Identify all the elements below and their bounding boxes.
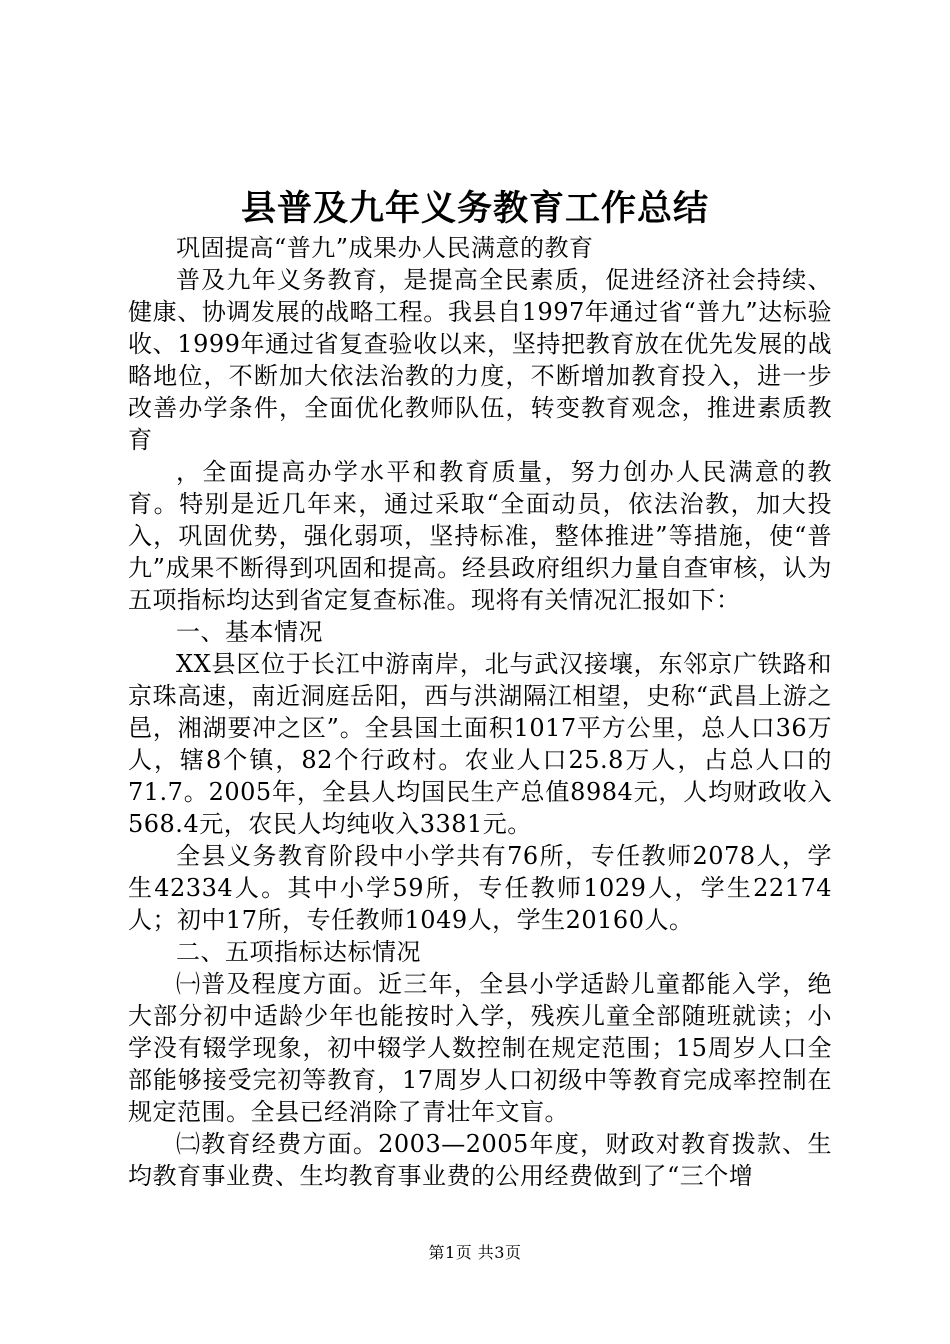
intro-paragraph: 普及九年义务教育，是提高全民素质，促进经济社会持续、健康、协调发展的战略工程。我县自1997年通过省“普九”达标验收、1999年通过省复查验收以来，坚持把教育放在优先发展的战略地位，不断加大依法治教的力度，不断增加教育投入，进一步改善办学条件，全面优化教师队伍，转变教育观念，推进素质教育 <box>128 266 832 454</box>
section-heading-indicators: 二、五项指标达标情况 <box>176 938 421 966</box>
document-body <box>128 232 832 1192</box>
page-number-footer: 第1页 共3页 <box>428 1243 522 1262</box>
document-title: 县普及九年义务教育工作总结 <box>240 188 709 229</box>
intro-continuation-paragraph: ，全面提高办学水平和教育质量，努力创办人民满意的教育。特别是近几年来，通过采取“全面动员，依法治教，加大投入，巩固优势，强化弱项，坚持标准，整体推进”等措施，使“普九”成果不断得到巩固和提高。经县政府组织力量自查审核，认为五项指标均达到省定复查标准。现将有关情况汇报如下： <box>128 458 832 614</box>
funding-paragraph: ㈡教育经费方面。2003—2005年度，财政对教育拨款、生均教育事业费、生均教育事业费的公用经费做到了“三个增 <box>128 1130 832 1190</box>
county-overview-paragraph: XX县区位于长江中游南岸，北与武汉接壤，东邻京广铁路和京珠高速，南近洞庭岳阳，西与洪湖隔江相望，史称“武昌上游之邑，湘湖要冲之区”。全县国土面积1017平方公里，总人口36万人，辖8个镇，82个行政村。农业人口25.8万人，占总人口的71.7。2005年，全县人均国民生产总值8984元，人均财政收入568.4元，农民人均纯收入3381元。 <box>128 650 832 838</box>
section-heading-basic: 一、基本情况 <box>176 618 323 646</box>
school-stats-paragraph: 全县义务教育阶段中小学共有76所，专任教师2078人，学生42334人。其中小学59所，专任教师1029人，学生22174人；初中17所，专任教师1049人，学生20160人。 <box>128 842 832 934</box>
popularization-paragraph: ㈠普及程度方面。近三年，全县小学适龄儿童都能入学，绝大部分初中适龄少年也能按时入学，残疾儿童全部随班就读；小学没有辍学现象，初中辍学人数控制在规定范围；15周岁人口全部能够接受完初等教育，17周岁人口初级中等教育完成率控制在规定范围。全县已经消除了青壮年文盲。 <box>128 970 832 1126</box>
subtitle-paragraph: 巩固提高“普九”成果办人民满意的教育 <box>176 234 594 262</box>
